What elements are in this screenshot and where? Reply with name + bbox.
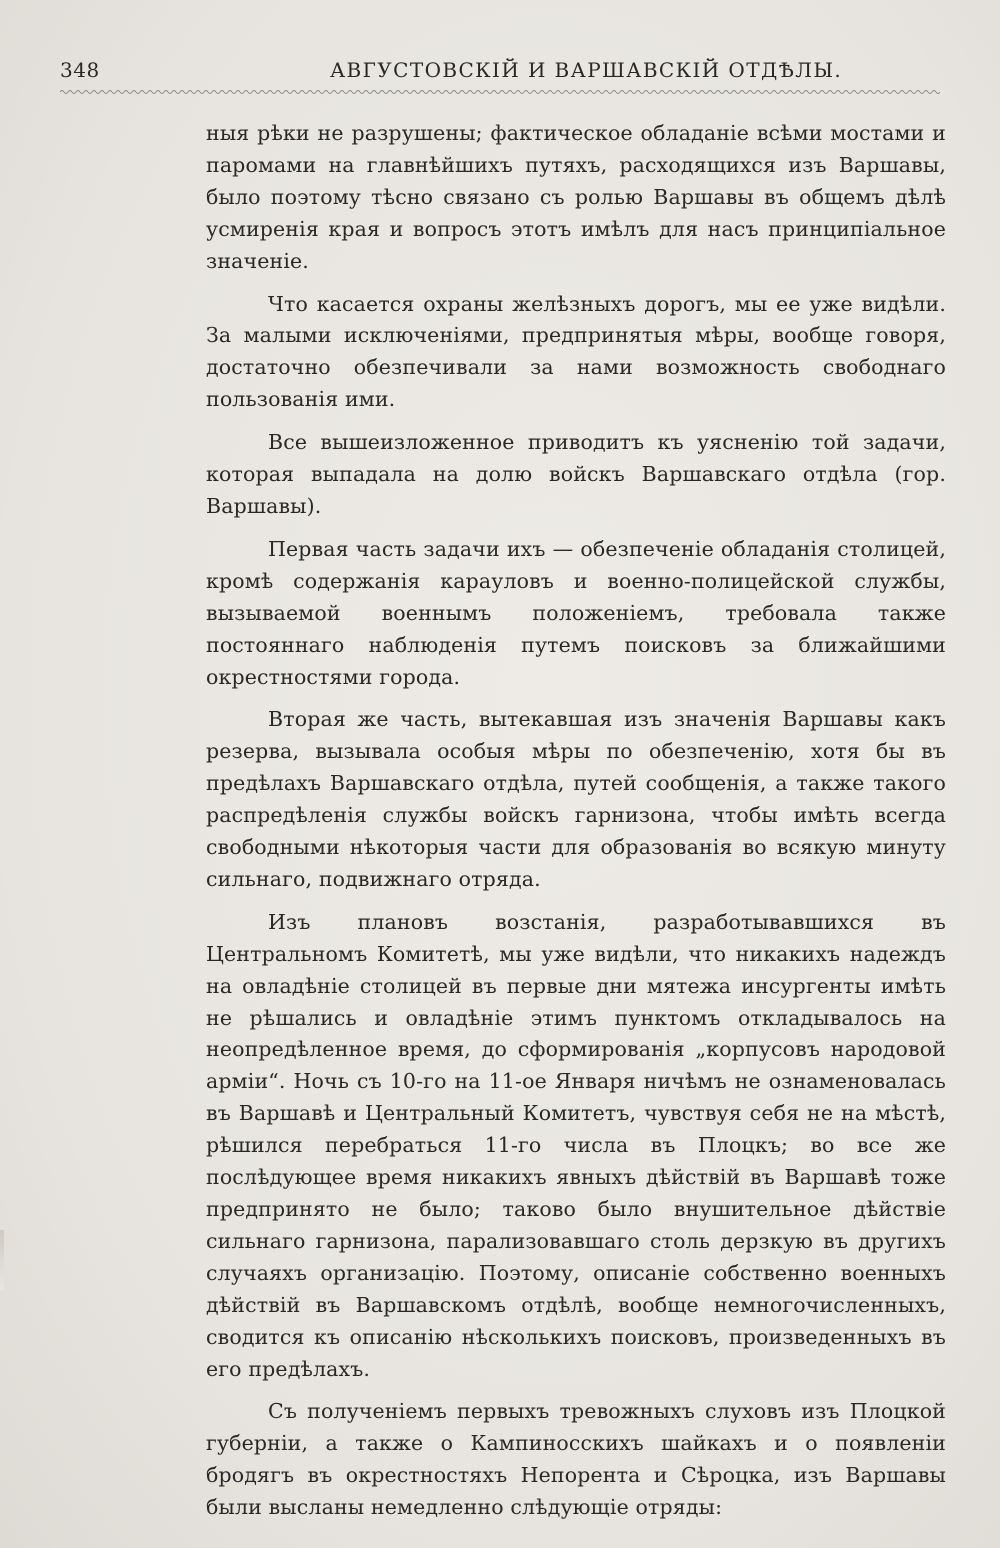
running-title: АВГУСТОВСКІЙ И ВАРШАВСКІЙ ОТДѢЛЫ.: [330, 58, 843, 82]
paragraph-first-part: Первая часть задачи ихъ — обезпеченіе обладанія столицей, кромѣ содержанія карауловъ и военно-полицейской службы, вызываемой военнымъ положеніемъ, требовала также постояннаго наблюденія путемъ поисковъ за ближайшими окрестностями города.: [206, 536, 946, 689]
paragraph-second-part: Вторая же часть, вытекавшая изъ значенія Варшавы какъ резерва, вызывала особыя мѣры по обезпеченію, хотя бы въ предѣлахъ Варшавскаго отдѣла, путей сообщенія, а также такого распредѣленія службы войскъ гарнизона, чтобы имѣть всегда свободными нѣкоторыя части для образованія во всякую минуту сильнаго, подвижнаго отряда.: [206, 707, 946, 891]
paragraph-task: Все вышеизложенное приводитъ къ уясненію той задачи, которая выпадала на долю войскъ Варшавскаго отдѣла (гор. Варшавы).: [206, 430, 946, 518]
paragraph-railways: Что касается охраны желѣзныхъ дорогъ, мы ее уже видѣли. За малыми исключеніями, предпринятыя мѣры, вообще говоря, достаточно обезпечивали за нами возможность свободнаго пользованія ими.: [206, 291, 946, 412]
page-edge-shadow: [0, 1230, 4, 1290]
wavy-header-rule: [60, 88, 940, 96]
paragraph-continuation: ныя рѣки не разрушены; фактическое обладаніе всѣми мостами и паромами на главнѣйшихъ путяхъ, расходящихся изъ Варшавы, было поэтому тѣсно связано съ ролью Варшавы въ общемъ дѣлѣ усмиренія края и вопросъ этотъ имѣлъ для насъ принципіальное значеніе.: [206, 121, 946, 273]
page-number: 348: [60, 58, 100, 82]
page-header: [60, 52, 940, 92]
paragraph-detachments: Съ полученіемъ первыхъ тревожныхъ слуховъ изъ Плоцкой губерніи, а также о Кампиносскихъ шайкахъ и о появленіи бродягъ въ окрестностяхъ Непорента и Сѣроцка, изъ Варшавы были высланы немедленно слѣдующіе отряды:: [206, 1399, 946, 1520]
body-text: [206, 118, 946, 1535]
paragraph-uprising-plans: Изъ плановъ возстанія, разработывавшихся въ Центральномъ Комитетѣ, мы уже видѣли, что никакихъ надеждъ на овладѣніе столицей въ первые дни мятежа инсургенты имѣть не рѣшались и овладѣніе этимъ пунктомъ откладывалось на неопредѣленное время, до сформированія „корпусовъ народовой арміи“. Ночь съ 10-го на 11-ое Января ничѣмъ не ознаменовалась въ Варшавѣ и Центральный Комитетъ, чувствуя себя не на мѣстѣ, рѣшился перебраться 11-го числа въ Плоцкъ; во все же послѣдующее время никакихъ явныхъ дѣйствій въ Варшавѣ тоже предпринято не было; таково было внушительное дѣйствіе сильнаго гарнизона, парализовавшаго столь дерзкую въ другихъ случаяхъ организацію. Поэтому, описаніе собственно военныхъ дѣйствій въ Варшавскомъ отдѣлѣ, вообще немногочисленныхъ, сводится къ описанію нѣсколькихъ поисковъ, произведенныхъ въ его предѣлахъ.: [206, 909, 946, 1381]
